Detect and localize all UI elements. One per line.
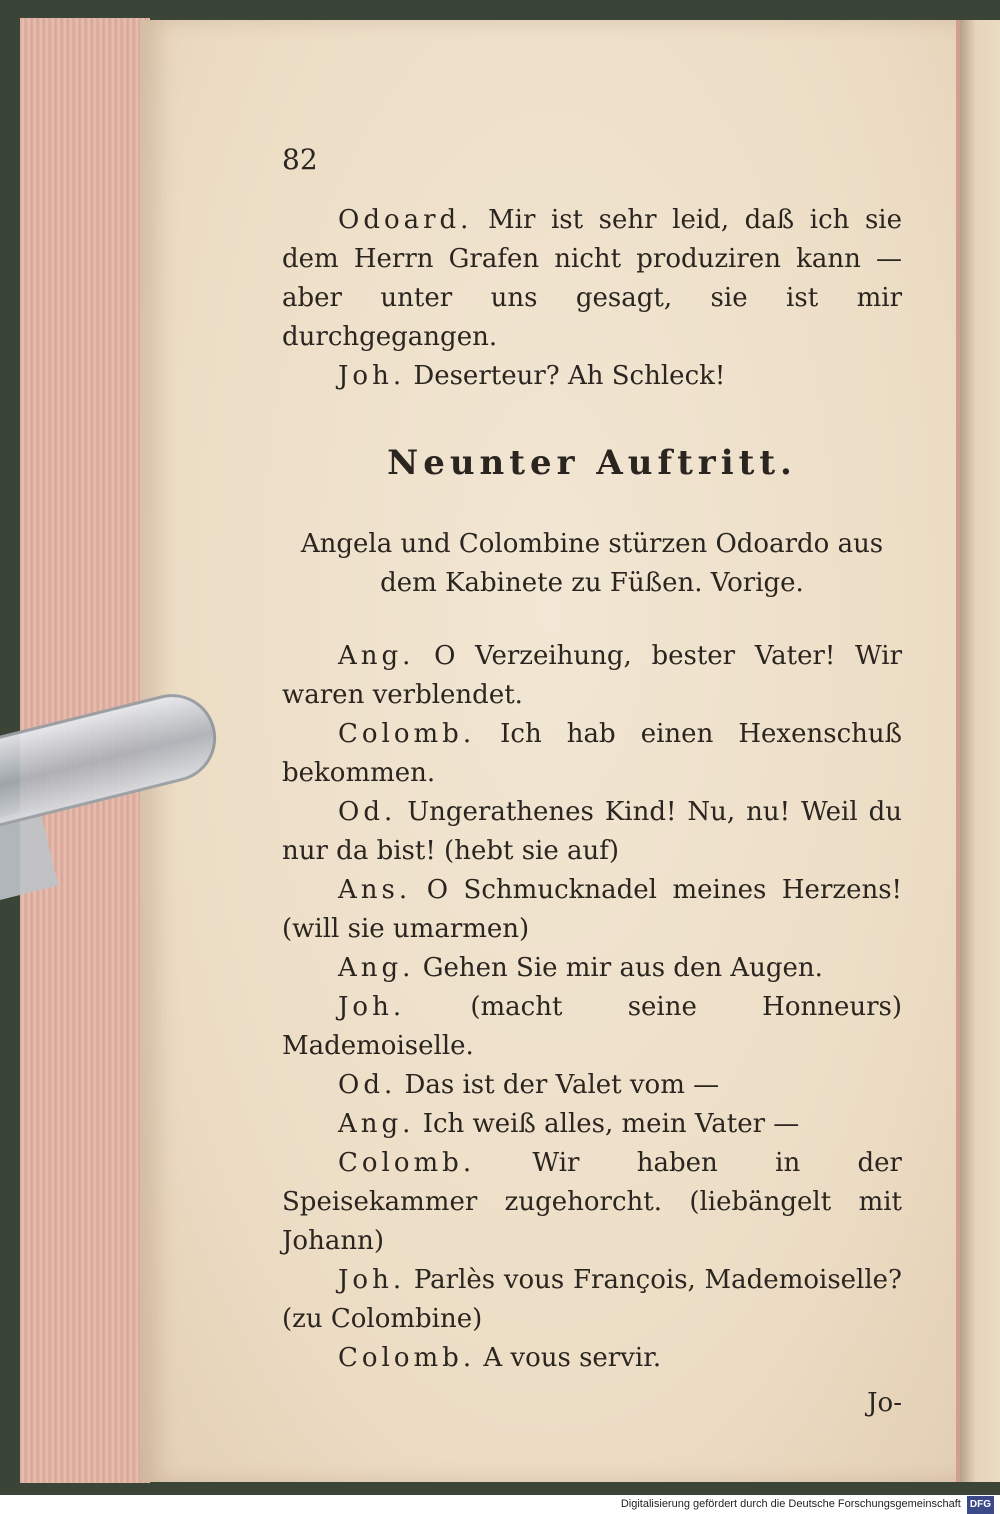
speaker: Colomb. — [338, 1343, 476, 1373]
line-text: Ich weiß alles, mein Vater — — [422, 1109, 800, 1139]
footer-text: Digitalisierung gefördert durch die Deutsche Forschungsgemeinschaft — [620, 1498, 961, 1510]
line-text: Parlès vous François, Mademoiselle? (zu Colombine) — [282, 1265, 902, 1334]
dialogue-line — [282, 1339, 902, 1378]
stage-direction: Angela und Colombine stürzen Odoardo aus dem Kabinete zu Füßen. Vorige. — [300, 529, 884, 598]
speaker: Od. — [338, 1070, 397, 1100]
line-text: Gehen Sie mir aus den Augen. — [422, 953, 823, 983]
line-text: O Schmucknadel meines Herzens! (will sie umarmen) — [282, 875, 902, 944]
line-text: Ungerathenes Kind! Nu, nu! Weil du nur da bist! (hebt sie auf) — [282, 797, 902, 866]
speaker: Joh. — [338, 361, 406, 391]
speaker: Ang. — [338, 953, 415, 983]
footer — [621, 1495, 994, 1513]
speaker: Colomb. — [338, 719, 476, 749]
line-text: Das ist der Valet vom — — [404, 1070, 720, 1100]
line-text: Wir haben in der Speisekammer zugehorcht. (liebängelt mit Johann) — [282, 1148, 902, 1256]
dfg-logo: DFG — [967, 1496, 994, 1514]
speaker: Odoard. — [338, 205, 473, 235]
catchword: Jo- — [867, 1388, 902, 1418]
speaker: Joh. — [338, 1265, 406, 1295]
line-text: Deserteur? Ah Schleck! — [413, 361, 726, 391]
dialogue-line — [282, 357, 902, 396]
line-text: Mir ist sehr leid, daß ich sie dem Herrn Grafen nicht produziren kann — aber unter uns gesagt, sie ist mir durchgegangen. — [282, 205, 903, 352]
dialogue-line — [282, 1066, 902, 1105]
dialogue-line — [282, 1105, 902, 1144]
dialogue-line — [282, 988, 902, 1066]
dialogue-line — [282, 637, 902, 715]
dialogue-line — [282, 793, 902, 871]
line-text: Ich hab einen Hexenschuß bekommen. — [282, 719, 902, 788]
line-text: (macht seine Honneurs) Mademoiselle. — [282, 992, 903, 1061]
next-page-strip — [960, 20, 1000, 1482]
dialogue-line — [282, 201, 902, 357]
dialogue-line — [282, 949, 902, 988]
speaker: Colomb. — [338, 1148, 476, 1178]
page-text — [282, 140, 902, 1423]
speaker: Ang. — [338, 641, 415, 671]
speaker: Joh. — [338, 992, 406, 1022]
dialogue-line — [282, 715, 902, 793]
dialogue-line — [282, 1144, 902, 1261]
page-number: 82 — [282, 143, 318, 176]
line-text: A vous servir. — [483, 1343, 662, 1373]
line-text: O Verzeihung, bester Vater! Wir waren verblendet. — [282, 641, 903, 710]
dialogue-line — [282, 1261, 902, 1339]
dialogue-line — [282, 871, 902, 949]
scene-heading: Neunter Auftritt. — [387, 443, 797, 483]
speaker: Od. — [338, 797, 397, 827]
speaker: Ans. — [338, 875, 412, 905]
speaker: Ang. — [338, 1109, 415, 1139]
